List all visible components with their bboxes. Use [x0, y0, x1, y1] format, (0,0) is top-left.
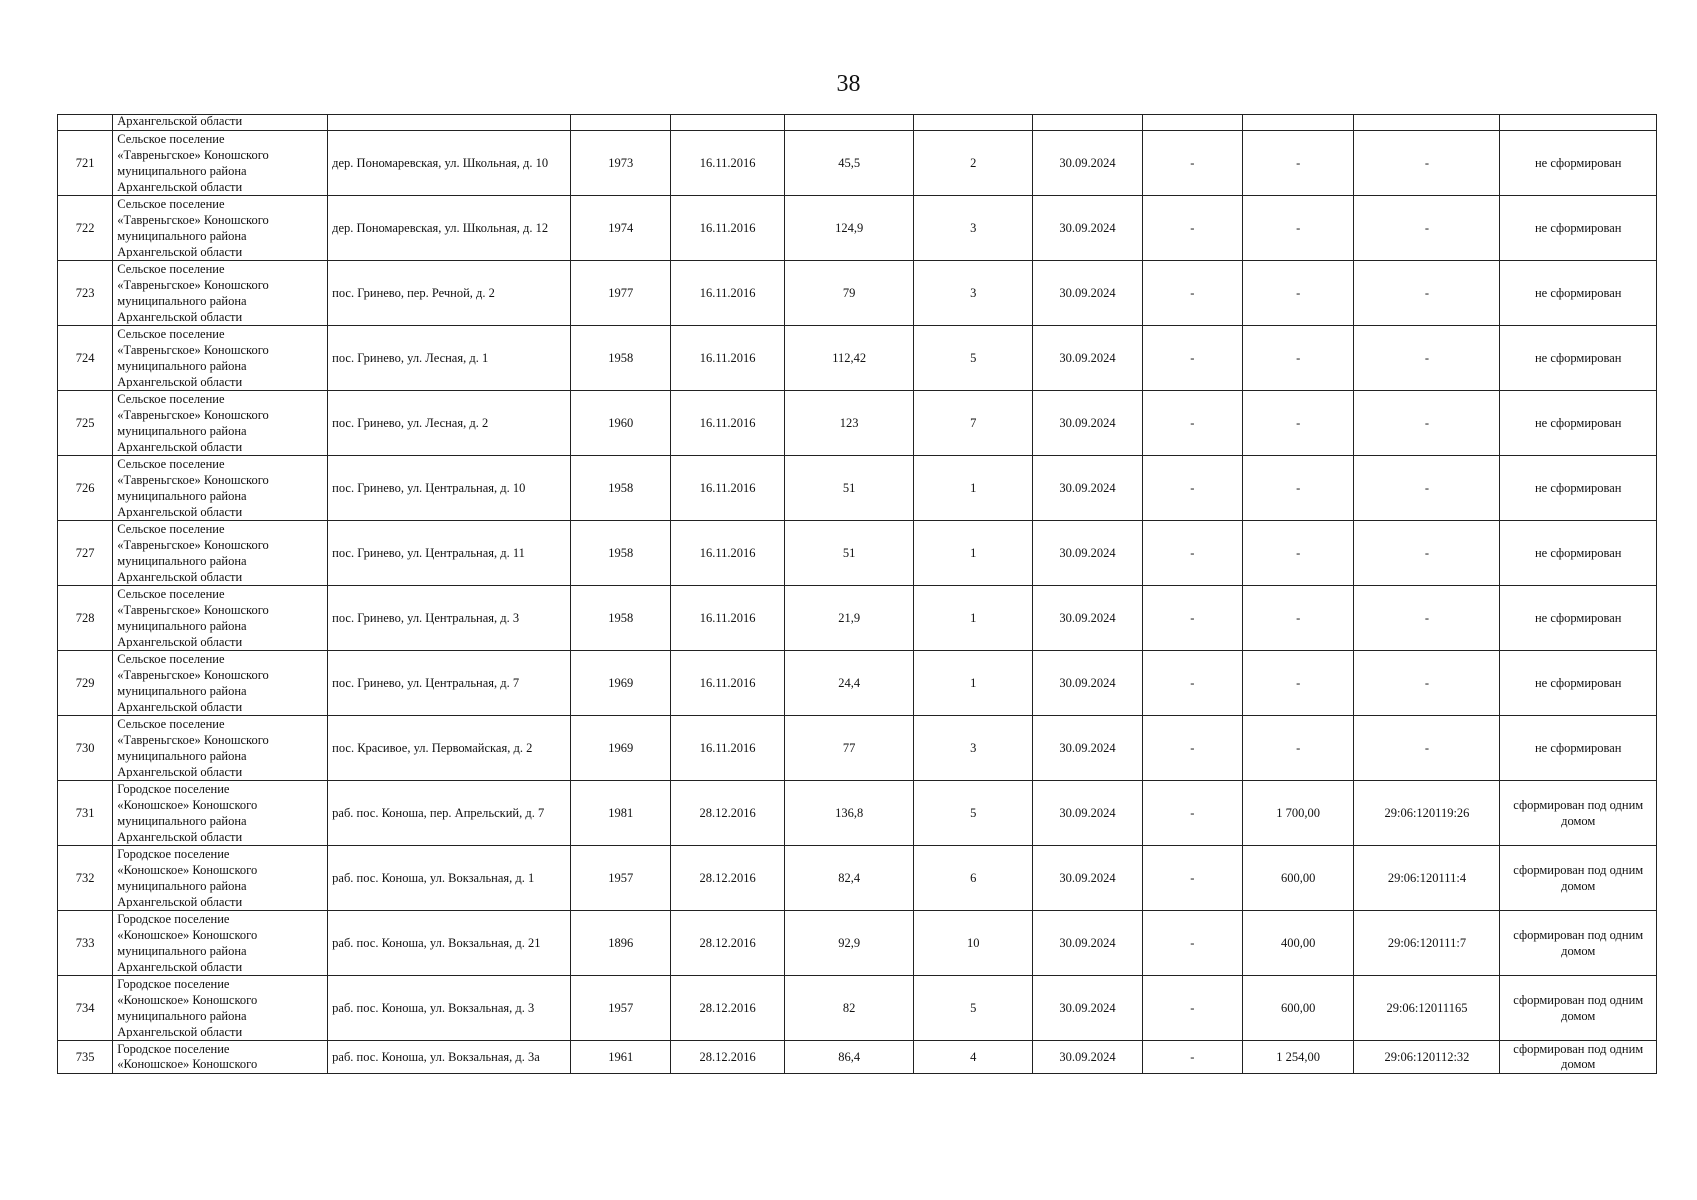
cell-no: 726: [58, 456, 113, 521]
cell-area: 51: [784, 456, 913, 521]
table-row: [58, 651, 1657, 716]
cell-area: 82,4: [784, 846, 913, 911]
cell-col-a: -: [1142, 261, 1242, 326]
cell-no: 727: [58, 521, 113, 586]
municipality-line: муниципального района: [117, 554, 247, 568]
cell-date: 28.12.2016: [671, 1041, 785, 1074]
municipality-line: Сельское поселение: [117, 587, 225, 601]
cell-municipality: [113, 391, 328, 456]
cell-residents: 1: [914, 586, 1033, 651]
cell-cadastral: -: [1354, 456, 1500, 521]
cell-col-a: -: [1142, 846, 1242, 911]
cell-address: раб. пос. Коноша, ул. Вокзальная, д. 3: [328, 976, 571, 1041]
cell-municipality: [113, 261, 328, 326]
cell-land-status: не сформирован: [1500, 326, 1657, 391]
cell-deadline: 30.09.2024: [1033, 586, 1143, 651]
cell-cadastral: 29:06:120111:4: [1354, 846, 1500, 911]
cell-date: 28.12.2016: [671, 911, 785, 976]
municipality-line: Городское поселение: [117, 977, 230, 991]
cell-area: 77: [784, 716, 913, 781]
cell-residents: 5: [914, 976, 1033, 1041]
table-row: [58, 1041, 1657, 1074]
cell-land-area: -: [1242, 586, 1354, 651]
cell-area: 112,42: [784, 326, 913, 391]
cell-cadastral: -: [1354, 391, 1500, 456]
table-row: [58, 586, 1657, 651]
cell-deadline: 30.09.2024: [1033, 521, 1143, 586]
cell-land-status: не сформирован: [1500, 651, 1657, 716]
cell-land-area: -: [1242, 716, 1354, 781]
municipality-line: муниципального района: [117, 424, 247, 438]
cell-cadastral: 29:06:120112:32: [1354, 1041, 1500, 1074]
cell-address: дер. Пономаревская, ул. Школьная, д. 12: [328, 196, 571, 261]
municipality-line: Сельское поселение: [117, 262, 225, 276]
cell-municipality: [113, 781, 328, 846]
cell-year: [571, 115, 671, 131]
cell-address: дер. Пономаревская, ул. Школьная, д. 10: [328, 131, 571, 196]
cell-date: 16.11.2016: [671, 261, 785, 326]
housing-registry-table: [57, 114, 1657, 1074]
cell-municipality: [113, 196, 328, 261]
cell-year: 1896: [571, 911, 671, 976]
municipality-line: «Коношское» Коношского: [117, 993, 258, 1007]
cell-cadastral: [1354, 115, 1500, 131]
cell-address: раб. пос. Коноша, ул. Вокзальная, д. 3а: [328, 1041, 571, 1074]
municipality-line: Городское поселение: [117, 1042, 230, 1056]
cell-area: 92,9: [784, 911, 913, 976]
cell-year: 1974: [571, 196, 671, 261]
cell-cadastral: 29:06:120111:7: [1354, 911, 1500, 976]
cell-deadline: 30.09.2024: [1033, 261, 1143, 326]
cell-deadline: 30.09.2024: [1033, 781, 1143, 846]
cell-land-area: -: [1242, 326, 1354, 391]
cell-col-a: -: [1142, 586, 1242, 651]
cell-year: 1958: [571, 456, 671, 521]
municipality-line: муниципального района: [117, 359, 247, 373]
cell-residents: 1: [914, 651, 1033, 716]
cell-deadline: 30.09.2024: [1033, 196, 1143, 261]
cell-col-a: -: [1142, 911, 1242, 976]
cell-land-status: сформирован под одним домом: [1500, 846, 1657, 911]
cell-land-area: -: [1242, 391, 1354, 456]
cell-land-status: [1500, 115, 1657, 131]
cell-date: 16.11.2016: [671, 391, 785, 456]
municipality-line: Архангельской области: [117, 570, 243, 584]
municipality-line: «Тавреньгское» Коношского: [117, 733, 269, 747]
cell-residents: 1: [914, 521, 1033, 586]
municipality-line: Архангельской области: [117, 245, 243, 259]
cell-address: [328, 115, 571, 131]
cell-deadline: 30.09.2024: [1033, 911, 1143, 976]
municipality-line: Городское поселение: [117, 912, 230, 926]
municipality-line: Городское поселение: [117, 847, 230, 861]
cell-municipality: [113, 976, 328, 1041]
cell-municipality: [113, 131, 328, 196]
municipality-line: Архангельской области: [117, 375, 243, 389]
cell-deadline: 30.09.2024: [1033, 456, 1143, 521]
cell-area: 79: [784, 261, 913, 326]
municipality-line: «Тавреньгское» Коношского: [117, 278, 269, 292]
cell-area: 24,4: [784, 651, 913, 716]
cell-no: 724: [58, 326, 113, 391]
municipality-line: муниципального района: [117, 944, 247, 958]
cell-date: 28.12.2016: [671, 781, 785, 846]
cell-col-a: -: [1142, 651, 1242, 716]
cell-cadastral: -: [1354, 716, 1500, 781]
cell-land-status: не сформирован: [1500, 456, 1657, 521]
cell-residents: 2: [914, 131, 1033, 196]
cell-col-a: -: [1142, 391, 1242, 456]
cell-cadastral: 29:06:120119:26: [1354, 781, 1500, 846]
table-row: [58, 196, 1657, 261]
cell-area: 51: [784, 521, 913, 586]
cell-land-status: не сформирован: [1500, 521, 1657, 586]
cell-area: 136,8: [784, 781, 913, 846]
municipality-line: Архангельской области: [117, 765, 243, 779]
cell-date: 16.11.2016: [671, 716, 785, 781]
cell-no: 722: [58, 196, 113, 261]
cell-deadline: 30.09.2024: [1033, 846, 1143, 911]
municipality-line: муниципального района: [117, 749, 247, 763]
cell-municipality: [113, 586, 328, 651]
cell-residents: 1: [914, 456, 1033, 521]
cell-municipality: [113, 456, 328, 521]
cell-land-area: 600,00: [1242, 846, 1354, 911]
municipality-line: Сельское поселение: [117, 392, 225, 406]
cell-deadline: 30.09.2024: [1033, 651, 1143, 716]
table-row: [58, 326, 1657, 391]
cell-no: 734: [58, 976, 113, 1041]
cell-no: 723: [58, 261, 113, 326]
cell-no: 728: [58, 586, 113, 651]
municipality-line: Архангельской области: [117, 960, 243, 974]
cell-date: 16.11.2016: [671, 456, 785, 521]
cell-col-a: -: [1142, 521, 1242, 586]
cell-year: 1973: [571, 131, 671, 196]
cell-col-a: -: [1142, 131, 1242, 196]
municipality-line: муниципального района: [117, 294, 247, 308]
cell-no: 730: [58, 716, 113, 781]
municipality-line: Сельское поселение: [117, 132, 225, 146]
municipality-line: Архангельской области: [117, 505, 243, 519]
cell-cadastral: 29:06:12011165: [1354, 976, 1500, 1041]
municipality-line: Архангельской области: [117, 440, 243, 454]
municipality-line: «Тавреньгское» Коношского: [117, 538, 269, 552]
cell-no: 721: [58, 131, 113, 196]
cell-year: 1958: [571, 586, 671, 651]
registry-body: [58, 115, 1657, 1074]
cell-address: пос. Гринево, пер. Речной, д. 2: [328, 261, 571, 326]
cell-deadline: 30.09.2024: [1033, 391, 1143, 456]
cell-address: пос. Гринево, ул. Лесная, д. 1: [328, 326, 571, 391]
municipality-line: «Коношское» Коношского: [117, 863, 258, 877]
cell-cadastral: -: [1354, 196, 1500, 261]
cell-land-status: не сформирован: [1500, 196, 1657, 261]
cell-deadline: 30.09.2024: [1033, 1041, 1143, 1074]
municipality-line: Городское поселение: [117, 782, 230, 796]
cell-residents: 5: [914, 326, 1033, 391]
municipality-line: «Тавреньгское» Коношского: [117, 473, 269, 487]
cell-no: 731: [58, 781, 113, 846]
municipality-line: Архангельской области: [117, 895, 243, 909]
cell-land-area: 600,00: [1242, 976, 1354, 1041]
cell-address: пос. Гринево, ул. Центральная, д. 3: [328, 586, 571, 651]
cell-date: [671, 115, 785, 131]
cell-land-area: -: [1242, 456, 1354, 521]
municipality-line: Архангельской области: [117, 830, 243, 844]
municipality-line: Архангельской области: [117, 635, 243, 649]
municipality-line: «Тавреньгское» Коношского: [117, 408, 269, 422]
municipality-line: Сельское поселение: [117, 197, 225, 211]
cell-municipality: [113, 521, 328, 586]
cell-date: 16.11.2016: [671, 326, 785, 391]
table-row: [58, 716, 1657, 781]
cell-residents: 3: [914, 261, 1033, 326]
cell-residents: 3: [914, 196, 1033, 261]
cell-area: 86,4: [784, 1041, 913, 1074]
municipality-line: «Тавреньгское» Коношского: [117, 603, 269, 617]
table-row: [58, 521, 1657, 586]
cell-land-status: не сформирован: [1500, 261, 1657, 326]
cell-no: [58, 115, 113, 131]
cell-land-area: -: [1242, 196, 1354, 261]
cell-land-status: сформирован под одним домом: [1500, 911, 1657, 976]
cell-no: 732: [58, 846, 113, 911]
cell-cadastral: -: [1354, 261, 1500, 326]
cell-year: 1961: [571, 1041, 671, 1074]
cell-date: 16.11.2016: [671, 131, 785, 196]
cell-date: 16.11.2016: [671, 196, 785, 261]
cell-cadastral: -: [1354, 326, 1500, 391]
municipality-line: Архангельской области: [117, 180, 243, 194]
cell-cadastral: -: [1354, 131, 1500, 196]
cell-year: 1958: [571, 326, 671, 391]
cell-address: пос. Гринево, ул. Лесная, д. 2: [328, 391, 571, 456]
cell-land-area: -: [1242, 131, 1354, 196]
cell-area: 123: [784, 391, 913, 456]
cell-land-status: не сформирован: [1500, 586, 1657, 651]
page-number: 38: [836, 71, 861, 97]
cell-residents: 4: [914, 1041, 1033, 1074]
cell-residents: 7: [914, 391, 1033, 456]
cell-municipality: [113, 326, 328, 391]
cell-cadastral: -: [1354, 521, 1500, 586]
table-row: [58, 391, 1657, 456]
municipality-line: «Тавреньгское» Коношского: [117, 213, 269, 227]
cell-no: 733: [58, 911, 113, 976]
municipality-line: Сельское поселение: [117, 522, 225, 536]
cell-area: 82: [784, 976, 913, 1041]
cell-year: 1957: [571, 846, 671, 911]
cell-no: 725: [58, 391, 113, 456]
municipality-line: Архангельской области: [117, 700, 243, 714]
continuation-row: [58, 115, 1657, 131]
cell-area: 124,9: [784, 196, 913, 261]
cell-address: раб. пос. Коноша, пер. Апрельский, д. 7: [328, 781, 571, 846]
cell-residents: 3: [914, 716, 1033, 781]
cell-address: пос. Красивое, ул. Первомайская, д. 2: [328, 716, 571, 781]
cell-no: 735: [58, 1041, 113, 1074]
cell-land-area: 1 700,00: [1242, 781, 1354, 846]
municipality-line: Архангельской области: [117, 1025, 243, 1039]
table-row: [58, 781, 1657, 846]
municipality-line: муниципального района: [117, 164, 247, 178]
cell-land-area: -: [1242, 651, 1354, 716]
cell-date: 16.11.2016: [671, 586, 785, 651]
municipality-line: Сельское поселение: [117, 327, 225, 341]
cell-municipality: [113, 911, 328, 976]
cell-col-a: -: [1142, 456, 1242, 521]
cell-address: раб. пос. Коноша, ул. Вокзальная, д. 1: [328, 846, 571, 911]
table-row: [58, 456, 1657, 521]
municipality-line: муниципального района: [117, 879, 247, 893]
cell-area: [784, 115, 913, 131]
municipality-line: муниципального района: [117, 619, 247, 633]
cell-year: 1977: [571, 261, 671, 326]
cell-year: 1958: [571, 521, 671, 586]
cell-year: 1981: [571, 781, 671, 846]
cell-year: 1969: [571, 716, 671, 781]
cell-col-a: -: [1142, 326, 1242, 391]
municipality-line: муниципального района: [117, 684, 247, 698]
cell-land-area: 400,00: [1242, 911, 1354, 976]
table-row: [58, 131, 1657, 196]
municipality-line: «Тавреньгское» Коношского: [117, 148, 269, 162]
municipality-line: Сельское поселение: [117, 457, 225, 471]
cell-land-status: сформирован под одним домом: [1500, 1041, 1657, 1074]
municipality-line: муниципального района: [117, 814, 247, 828]
municipality-line: «Коношское» Коношского: [117, 798, 258, 812]
cell-col-a: -: [1142, 976, 1242, 1041]
table-row: [58, 911, 1657, 976]
table-row: [58, 976, 1657, 1041]
cell-municipality: [113, 651, 328, 716]
municipality-line: Сельское поселение: [117, 652, 225, 666]
municipality-line: «Коношское» Коношского: [117, 928, 258, 942]
cell-municipality: Архангельской области: [113, 115, 328, 131]
cell-col-a: [1142, 115, 1242, 131]
cell-address: пос. Гринево, ул. Центральная, д. 11: [328, 521, 571, 586]
cell-land-area: 1 254,00: [1242, 1041, 1354, 1074]
cell-address: пос. Гринево, ул. Центральная, д. 7: [328, 651, 571, 716]
municipality-line: «Тавреньгское» Коношского: [117, 668, 269, 682]
municipality-line: Сельское поселение: [117, 717, 225, 731]
cell-year: 1960: [571, 391, 671, 456]
cell-col-a: -: [1142, 781, 1242, 846]
cell-land-area: [1242, 115, 1354, 131]
cell-address: раб. пос. Коноша, ул. Вокзальная, д. 21: [328, 911, 571, 976]
cell-col-a: -: [1142, 1041, 1242, 1074]
cell-residents: 6: [914, 846, 1033, 911]
cell-year: 1969: [571, 651, 671, 716]
municipality-line: муниципального района: [117, 229, 247, 243]
cell-land-status: не сформирован: [1500, 391, 1657, 456]
cell-deadline: 30.09.2024: [1033, 976, 1143, 1041]
municipality-line: Архангельской области: [117, 310, 243, 324]
cell-land-area: -: [1242, 521, 1354, 586]
cell-address: пос. Гринево, ул. Центральная, д. 10: [328, 456, 571, 521]
municipality-line: «Коношское» Коношского: [117, 1057, 258, 1071]
municipality-line: «Тавреньгское» Коношского: [117, 343, 269, 357]
cell-land-status: сформирован под одним домом: [1500, 976, 1657, 1041]
cell-year: 1957: [571, 976, 671, 1041]
cell-municipality: [113, 846, 328, 911]
cell-area: 45,5: [784, 131, 913, 196]
cell-col-a: -: [1142, 196, 1242, 261]
cell-land-status: не сформирован: [1500, 131, 1657, 196]
cell-date: 28.12.2016: [671, 846, 785, 911]
cell-municipality: [113, 716, 328, 781]
cell-deadline: 30.09.2024: [1033, 716, 1143, 781]
cell-col-a: -: [1142, 716, 1242, 781]
cell-land-status: не сформирован: [1500, 716, 1657, 781]
cell-land-status: сформирован под одним домом: [1500, 781, 1657, 846]
cell-deadline: [1033, 115, 1143, 131]
municipality-line: муниципального района: [117, 489, 247, 503]
table-row: [58, 846, 1657, 911]
cell-cadastral: -: [1354, 586, 1500, 651]
cell-deadline: 30.09.2024: [1033, 131, 1143, 196]
cell-cadastral: -: [1354, 651, 1500, 716]
cell-area: 21,9: [784, 586, 913, 651]
cell-residents: 10: [914, 911, 1033, 976]
cell-date: 16.11.2016: [671, 521, 785, 586]
cell-date: 16.11.2016: [671, 651, 785, 716]
cell-date: 28.12.2016: [671, 976, 785, 1041]
municipality-line: муниципального района: [117, 1009, 247, 1023]
cell-land-area: -: [1242, 261, 1354, 326]
table-row: [58, 261, 1657, 326]
cell-residents: [914, 115, 1033, 131]
cell-deadline: 30.09.2024: [1033, 326, 1143, 391]
cell-municipality: [113, 1041, 328, 1074]
cell-no: 729: [58, 651, 113, 716]
cell-residents: 5: [914, 781, 1033, 846]
